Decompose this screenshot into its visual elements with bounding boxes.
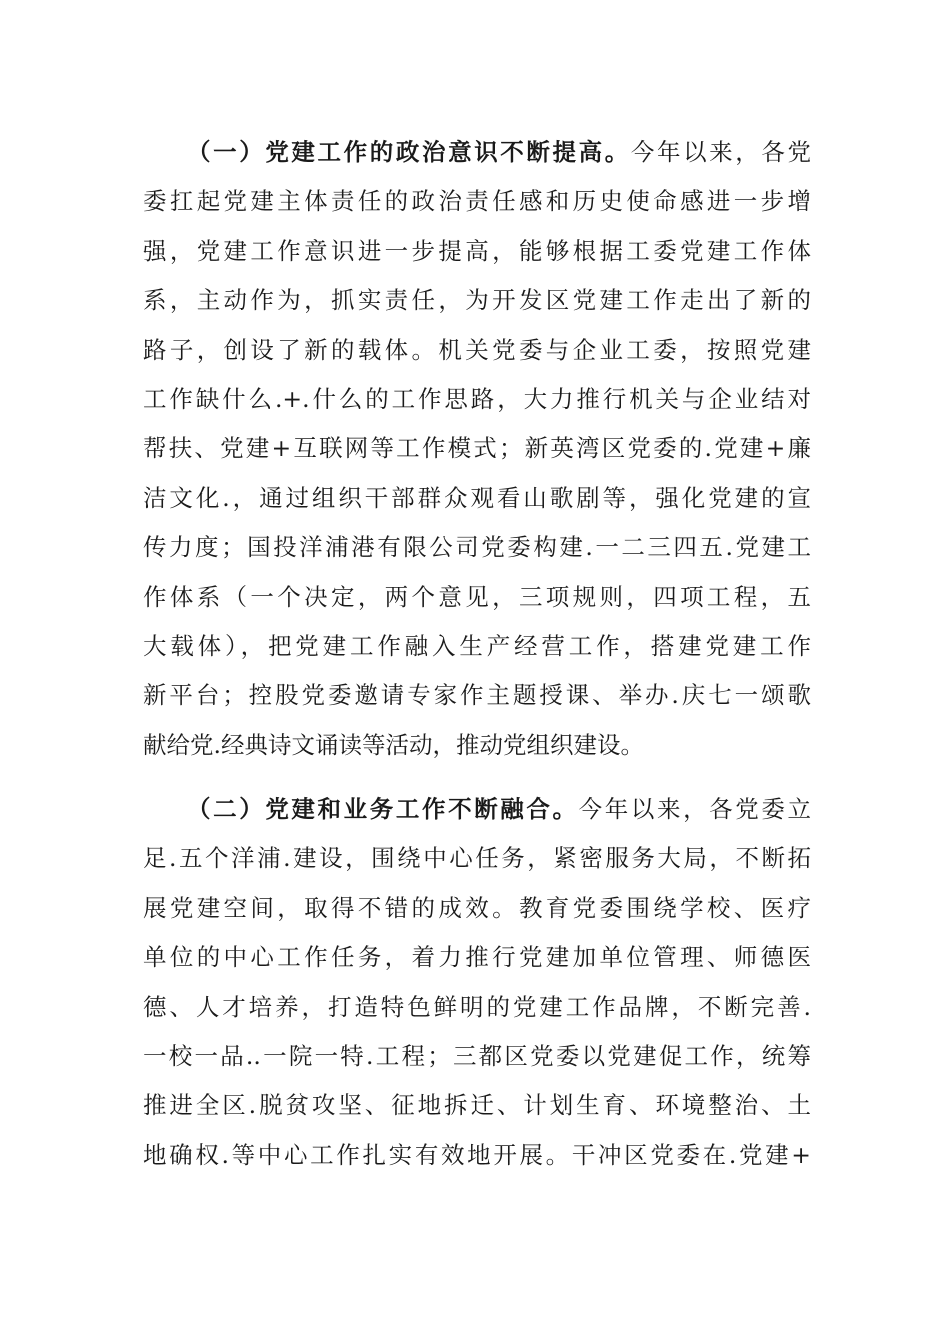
text-line: 洁文化.，通过组织干部群众观看山歌剧等，强化党建的宣 — [143, 483, 811, 512]
text-line: 大载体），把党建工作融入生产经营工作，搭建党建工作 — [143, 631, 811, 660]
paragraph-party-building-business-integration — [143, 785, 811, 1180]
text-line: 地确权.等中心工作扎实有效地开展。干冲区党委在.党建+ — [143, 1140, 811, 1169]
text-line: 足.五个洋浦.建设，围绕中心任务，紧密服务大局，不断拓 — [143, 844, 811, 873]
text-fragment: 今年以来，各党 — [630, 138, 811, 166]
text-line: 一校一品..一院一特.工程；三都区党委以党建促工作，统筹 — [143, 1041, 811, 1070]
text-fragment: 今年以来，各党委立 — [578, 795, 811, 823]
text-line: 传力度；国投洋浦港有限公司党委构建.一二三四五.党建工 — [143, 533, 811, 562]
text-line: 献给党.经典诗文诵读等活动，推动党组织建设。 — [143, 730, 644, 759]
text-line: 系，主动作为，抓实责任，为开发区党建工作走出了新的 — [143, 286, 811, 315]
text-line: 德、人才培养，打造特色鲜明的党建工作品牌，不断完善. — [143, 992, 811, 1021]
paragraph-first-line — [143, 785, 811, 834]
text-line: 强，党建工作意识进一步提高，能够根据工委党建工作体 — [143, 236, 811, 265]
section-heading: （一）党建工作的政治意识不断提高。 — [187, 138, 631, 166]
text-line: 作体系（一个决定，两个意见，三项规则，四项工程，五 — [143, 582, 811, 611]
paragraph-first-line — [143, 128, 811, 177]
text-line: 展党建空间，取得不错的成效。教育党委围绕学校、医疗 — [143, 893, 811, 922]
section-heading: （二）党建和业务工作不断融合。 — [187, 795, 579, 823]
text-line: 单位的中心工作任务，着力推行党建加单位管理、师德医 — [143, 943, 811, 972]
text-line: 工作缺什么.+.什么的工作思路，大力推行机关与企业结对 — [143, 384, 811, 413]
text-line: 帮扶、党建+互联网等工作模式；新英湾区党委的.党建+廉 — [143, 434, 811, 463]
text-line: 委扛起党建主体责任的政治责任感和历史使命感进一步增 — [143, 187, 811, 216]
text-line: 新平台；控股党委邀请专家作主题授课、举办.庆七一颂歌 — [143, 681, 811, 710]
text-line: 推进全区.脱贫攻坚、征地拆迁、计划生育、环境整治、土 — [143, 1091, 811, 1120]
paragraph-party-building-political-awareness — [143, 128, 811, 770]
text-line: 路子，创设了新的载体。机关党委与企业工委，按照党建 — [143, 335, 811, 364]
